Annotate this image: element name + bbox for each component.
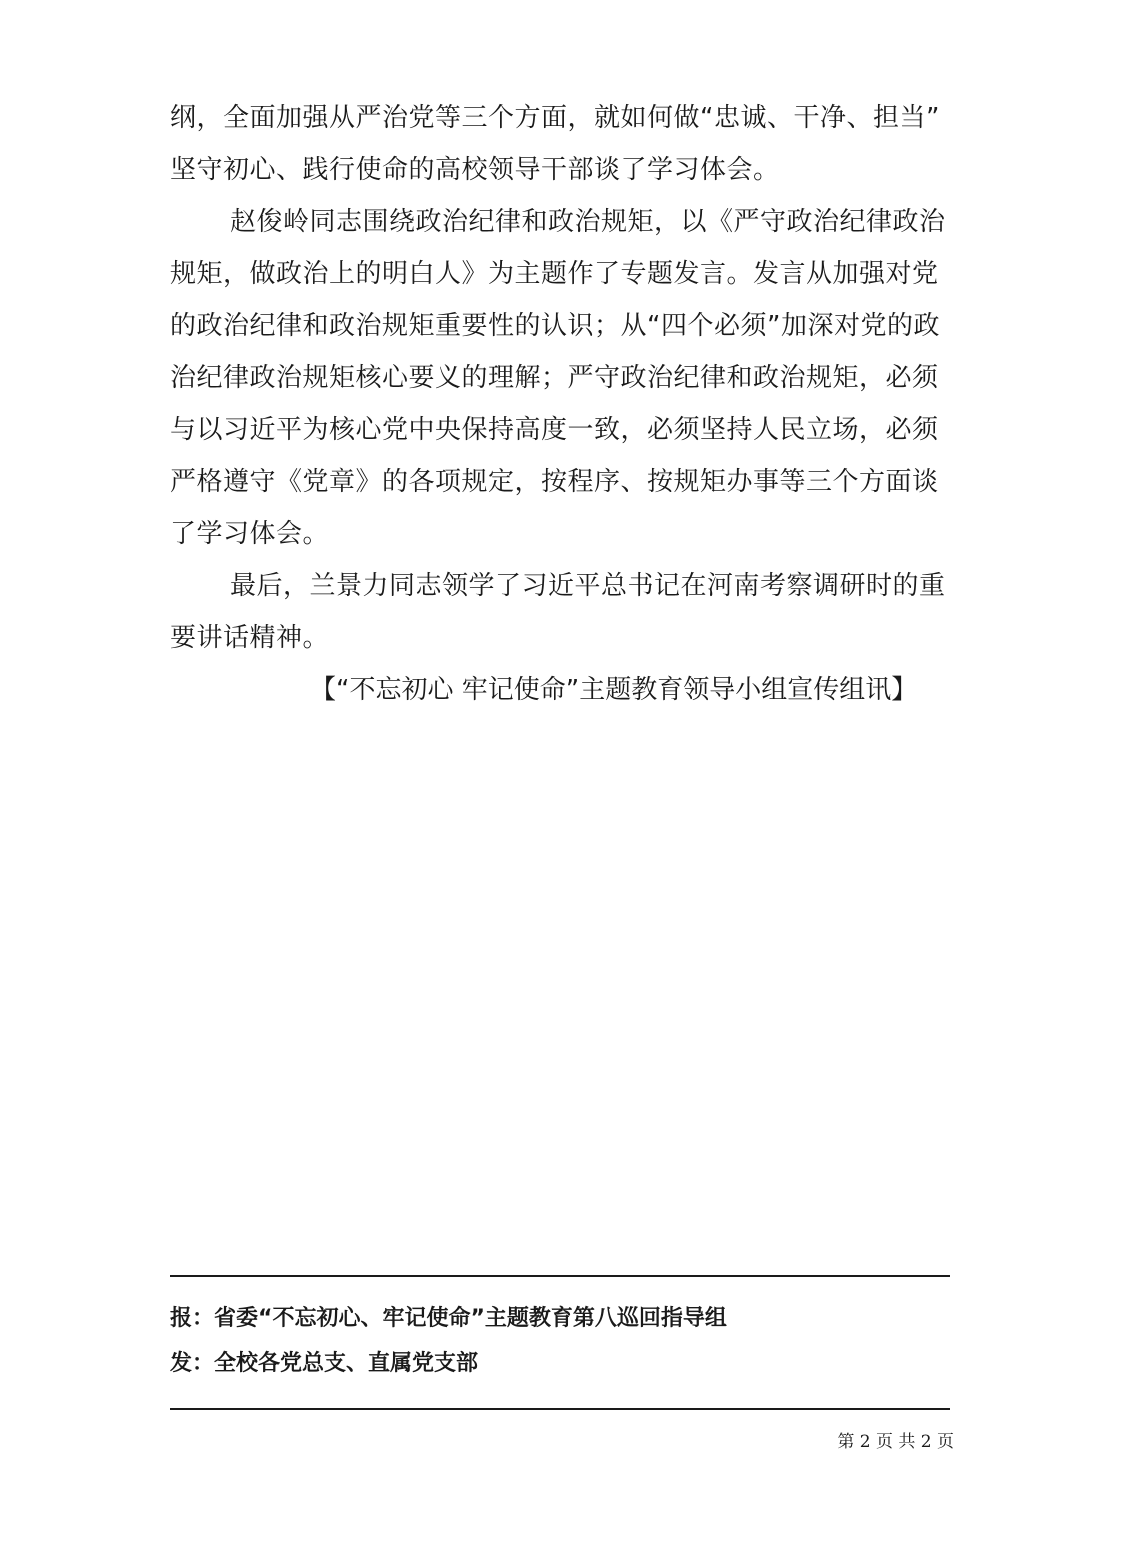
bottom-divider xyxy=(170,1408,950,1410)
body-line: 与以习近平为核心党中央保持高度一致，必须坚持人民立场，必须 xyxy=(170,415,939,445)
body-line: 赵俊岭同志围绕政治纪律和政治规矩，以《严守政治纪律政治 xyxy=(230,207,946,237)
body-line: 规矩，做政治上的明白人》为主题作了专题发言。发言从加强对党 xyxy=(170,259,939,289)
body-line: 严格遵守《党章》的各项规定，按程序、按规矩办事等三个方面谈 xyxy=(170,467,939,497)
body-line: 纲，全面加强从严治党等三个方面，就如何做“忠诚、干净、担当” xyxy=(170,103,940,133)
body-line: 的政治纪律和政治规矩重要性的认识；从“四个必须”加深对党的政 xyxy=(170,311,940,341)
report-to-line: 报：省委“不忘初心、牢记使命”主题教育第八巡回指导组 xyxy=(170,1306,727,1331)
body-line: 要讲话精神。 xyxy=(170,623,330,653)
send-to-line: 发：全校各党总支、直属党支部 xyxy=(170,1351,479,1376)
body-text xyxy=(170,92,950,716)
body-line: 治纪律政治规矩核心要义的理解；严守政治纪律和政治规矩，必须 xyxy=(170,363,939,393)
top-divider xyxy=(170,1275,950,1277)
body-line: 坚守初心、践行使命的高校领导干部谈了学习体会。 xyxy=(170,155,780,185)
page-number: 第 2 页 共 2 页 xyxy=(837,1432,954,1452)
signoff: 【“不忘初心 牢记使命”主题教育领导小组宣传组讯】 xyxy=(310,675,918,705)
body-line: 最后，兰景力同志领学了习近平总书记在河南考察调研时的重 xyxy=(230,571,946,601)
body-line: 了学习体会。 xyxy=(170,519,330,549)
